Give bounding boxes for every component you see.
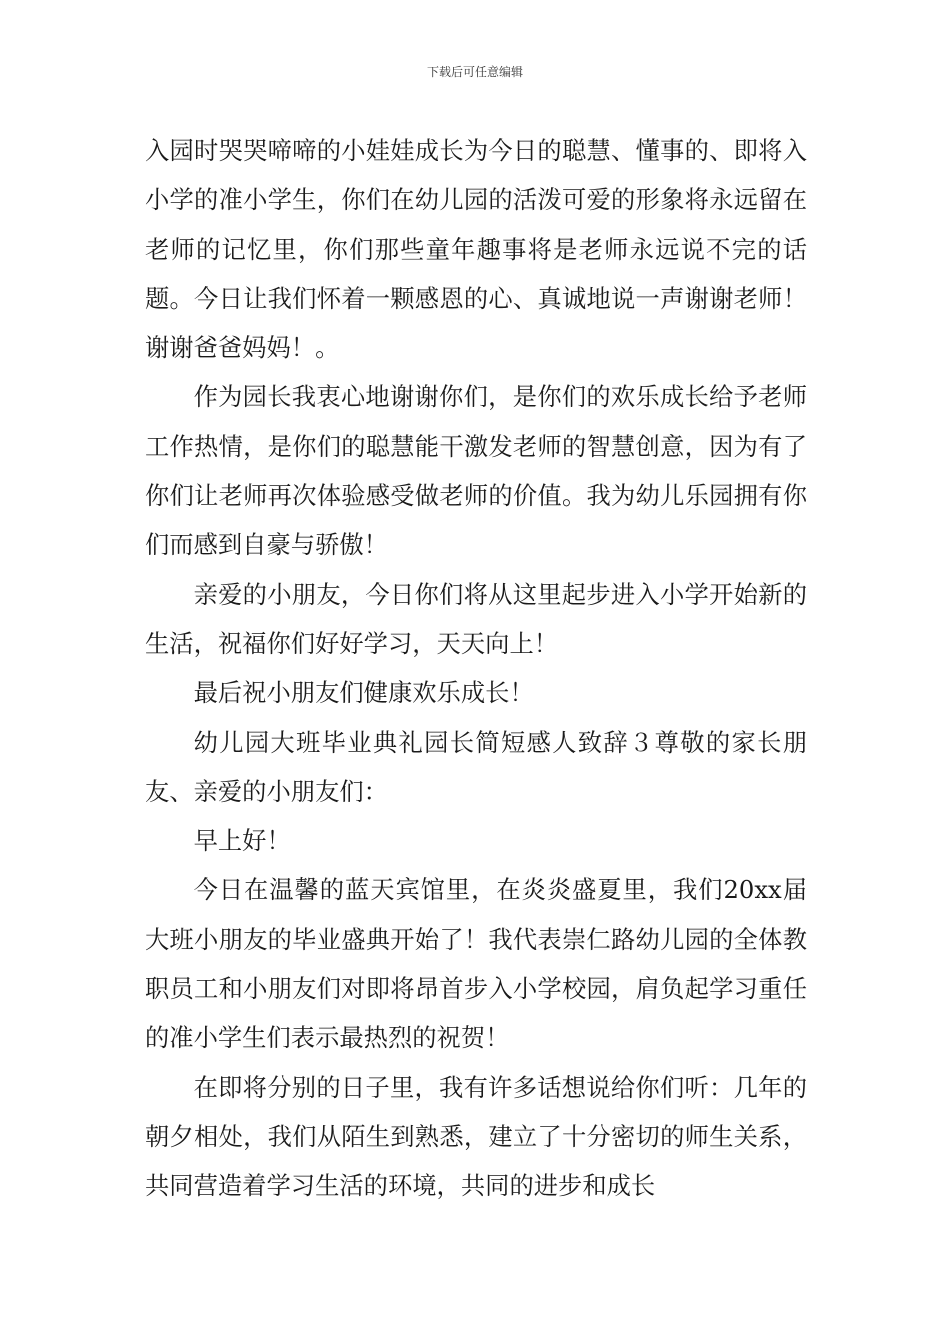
paragraph-3: 亲爱的小朋友，今日你们将从这里起步进入小学开始新的生活，祝福你们好好学习，天天向上！	[145, 579, 807, 658]
paragraph-6: 早上好！	[193, 826, 291, 856]
paragraph-1: 入园时哭哭啼啼的小娃娃成长为今日的聪慧、懂事的、即将入小学的准小学生，你们在幼儿园的活泼可爱的形象将永远留在老师的记忆里，你们那些童年趣事将是老师永远说不完的话题。今日让我们怀着一颗感恩的心、真诚地说一声谢谢老师！谢谢爸爸妈妈！。	[145, 136, 807, 363]
paragraph-2: 作为园长我衷心地谢谢你们，是你们的欢乐成长给予老师工作热情，是你们的聪慧能干激发老师的智慧创意，因为有了你们让老师再次体验感受做老师的价值。我为幼儿乐园拥有你们而感到自豪与骄傲！	[145, 382, 807, 560]
page-header: 下载后可任意编辑	[426, 65, 523, 79]
paragraph-7: 今日在温馨的蓝天宾馆里，在炎炎盛夏里，我们20xx届大班小朋友的毕业盛典开始了！我代表崇仁路幼儿园的全体教职员工和小朋友们对即将昂首步入小学校园，肩负起学习重任的准小学生们表示最热烈的祝贺！	[145, 875, 807, 1053]
paragraph-5: 幼儿园大班毕业典礼园长简短感人致辞３尊敬的家长朋友、亲爱的小朋友们：	[145, 727, 807, 806]
paragraph-4: 最后祝小朋友们健康欢乐成长！	[193, 678, 534, 708]
document-body	[145, 126, 807, 1211]
paragraph-8: 在即将分别的日子里，我有许多话想说给你们听：几年的朝夕相处，我们从陌生到熟悉，建立了十分密切的师生关系，共同营造着学习生活的环境，共同的进步和成长	[145, 1072, 807, 1201]
